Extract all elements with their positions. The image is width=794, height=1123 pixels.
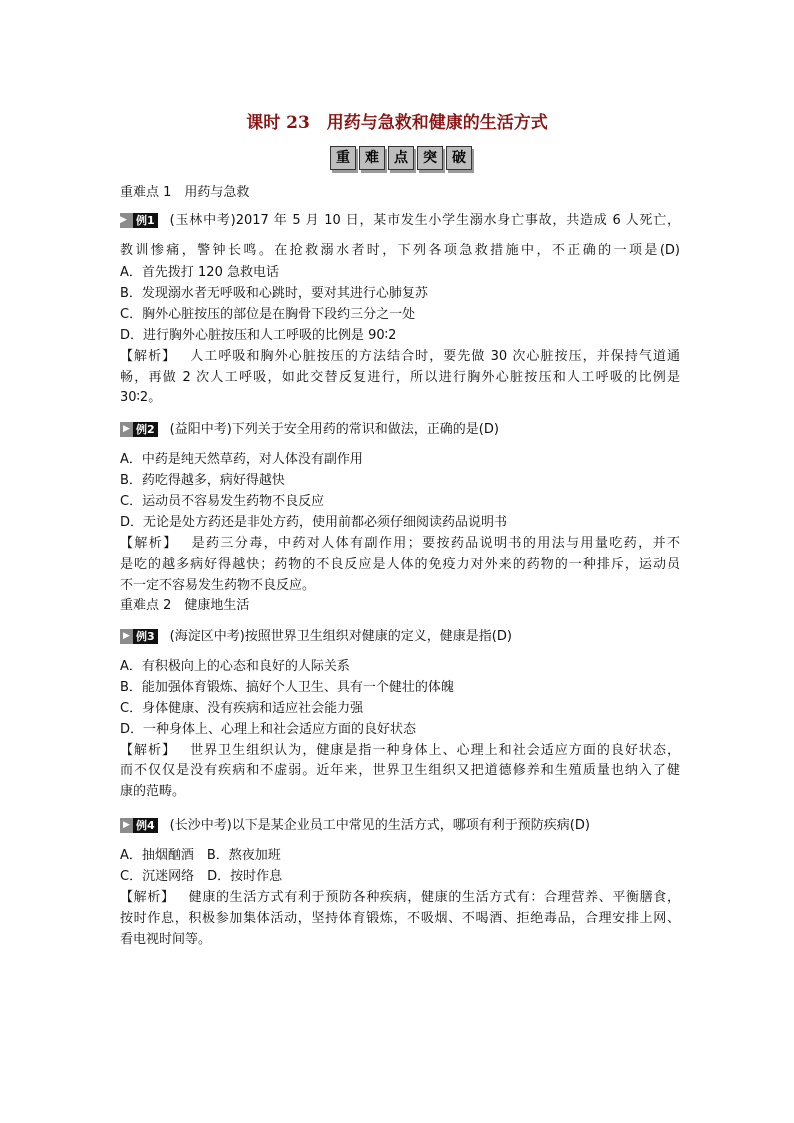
stem-text: (海淀区中考)按照世界卫生组织对健康的定义，健康是指(D) [169,629,512,644]
page-title: 课时 23 用药与急救和健康的生活方式 [246,113,548,133]
analysis-text: 世界卫生组织认为，健康是指一种身体上、心理上和社会适应方面的良好状态， [190,743,680,758]
section-heading: 重难点 2 健康地生活 [120,598,250,613]
analysis-label: 【解析】 [120,536,178,551]
example-badge [120,422,158,437]
option: A．抽烟酗酒 B．熬夜加班 [120,848,281,863]
analysis: 畅，再做 2 次人工呼吸，如此交替反复进行，所以进行胸外心脏按压和人工呼吸的比例是 [120,370,680,385]
analysis [120,890,680,906]
analysis-text: 健康的生活方式有利于预防各种疾病，健康的生活方式有：合理营养、平衡膳食， [188,890,680,905]
example-number: 例4 [133,818,158,833]
analysis [120,536,680,552]
option: D．进行胸外心脏按压和人工呼吸的比例是 90∶2 [120,328,397,343]
analysis-text: 是药三分毒，中药对人体有副作用；要按药品说明书的用法与用量吃药，并不 [191,536,680,551]
stem-text: (玉林中考)2017 年 5 月 10 日，某市发生小学生溺水身亡事故，共造成 6 人死亡， [169,213,680,228]
option: A．首先拨打 120 急救电话 [120,265,279,280]
banner-char: 难 [359,146,385,170]
example-number: 例3 [133,629,158,644]
analysis: 是吃的越多病好得越快；药物的不良反应是人体的免疫力对外来的药物的一种排斥，运动员 [120,557,680,572]
option: C．沉迷网络 D．按时作息 [120,869,283,884]
play-triangle-icon: ▶ [120,213,133,228]
analysis [120,349,680,365]
analysis-text: 人工呼吸和胸外心脏按压的方法结合时，要先做 30 次心脏按压，并保持气道通 [190,349,680,364]
option: B．药吃得越多，病好得越快 [120,473,285,488]
example-stem [120,213,680,229]
option: C．身体健康、没有疾病和适应社会能力强 [120,701,364,716]
option: D．一种身体上、心理上和社会适应方面的良好状态 [120,722,417,737]
analysis [120,743,680,759]
example-badge [120,818,158,833]
banner-key-points [330,146,472,170]
analysis: 30∶2。 [120,390,162,405]
option: B．能加强体育锻炼、搞好个人卫生、具有一个健壮的体魄 [120,680,454,695]
example-stem: 教训惨痛，警钟长鸣。在抢救溺水者时，下列各项急救措施中，不正确的一项是(D) [120,243,680,258]
option: A．有积极向上的心态和良好的人际关系 [120,659,350,674]
option: C．胸外心脏按压的部位是在胸骨下段约三分之一处 [120,307,416,322]
analysis-label: 【解析】 [120,349,177,364]
analysis-label: 【解析】 [120,743,177,758]
option: B．发现溺水者无呼吸和心跳时，要对其进行心肺复苏 [120,286,428,301]
option: C．运动员不容易发生药物不良反应 [120,494,325,509]
analysis: 看电视时间等。 [120,932,212,947]
example-stem [120,818,680,834]
play-triangle-icon: ▶ [120,629,133,644]
banner-char: 突 [417,146,443,170]
analysis: 按时作息，积极参加集体活动，坚持体育锻炼，不吸烟、不喝酒、拒绝毒品，合理安排上网、 [120,911,680,926]
banner-char: 破 [446,146,472,170]
stem-text: (益阳中考)下列关于安全用药的常识和做法，正确的是(D) [169,422,499,437]
analysis: 康的范畴。 [120,784,186,799]
play-triangle-icon: ▶ [120,818,133,833]
analysis: 而不仅仅是没有疾病和不虚弱。近年来，世界卫生组织又把道德修养和生殖质量也纳入了健 [120,763,680,778]
banner-char: 重 [330,146,356,170]
option: D．无论是处方药还是非处方药，使用前都必须仔细阅读药品说明书 [120,515,508,530]
analysis-label: 【解析】 [120,890,175,905]
banner-char: 点 [388,146,414,170]
option: A．中药是纯天然草药，对人体没有副作用 [120,452,363,467]
stem-text: (长沙中考)以下是某企业员工中常见的生活方式，哪项有利于预防疾病(D) [169,818,590,833]
example-number: 例1 [133,213,158,228]
analysis: 不一定不容易发生药物不良反应。 [120,578,316,593]
play-triangle-icon: ▶ [120,422,133,437]
example-stem [120,629,680,645]
example-stem [120,422,680,438]
example-number: 例2 [133,422,158,437]
section-heading: 重难点 1 用药与急救 [120,185,250,200]
example-badge [120,213,158,228]
example-badge [120,629,158,644]
